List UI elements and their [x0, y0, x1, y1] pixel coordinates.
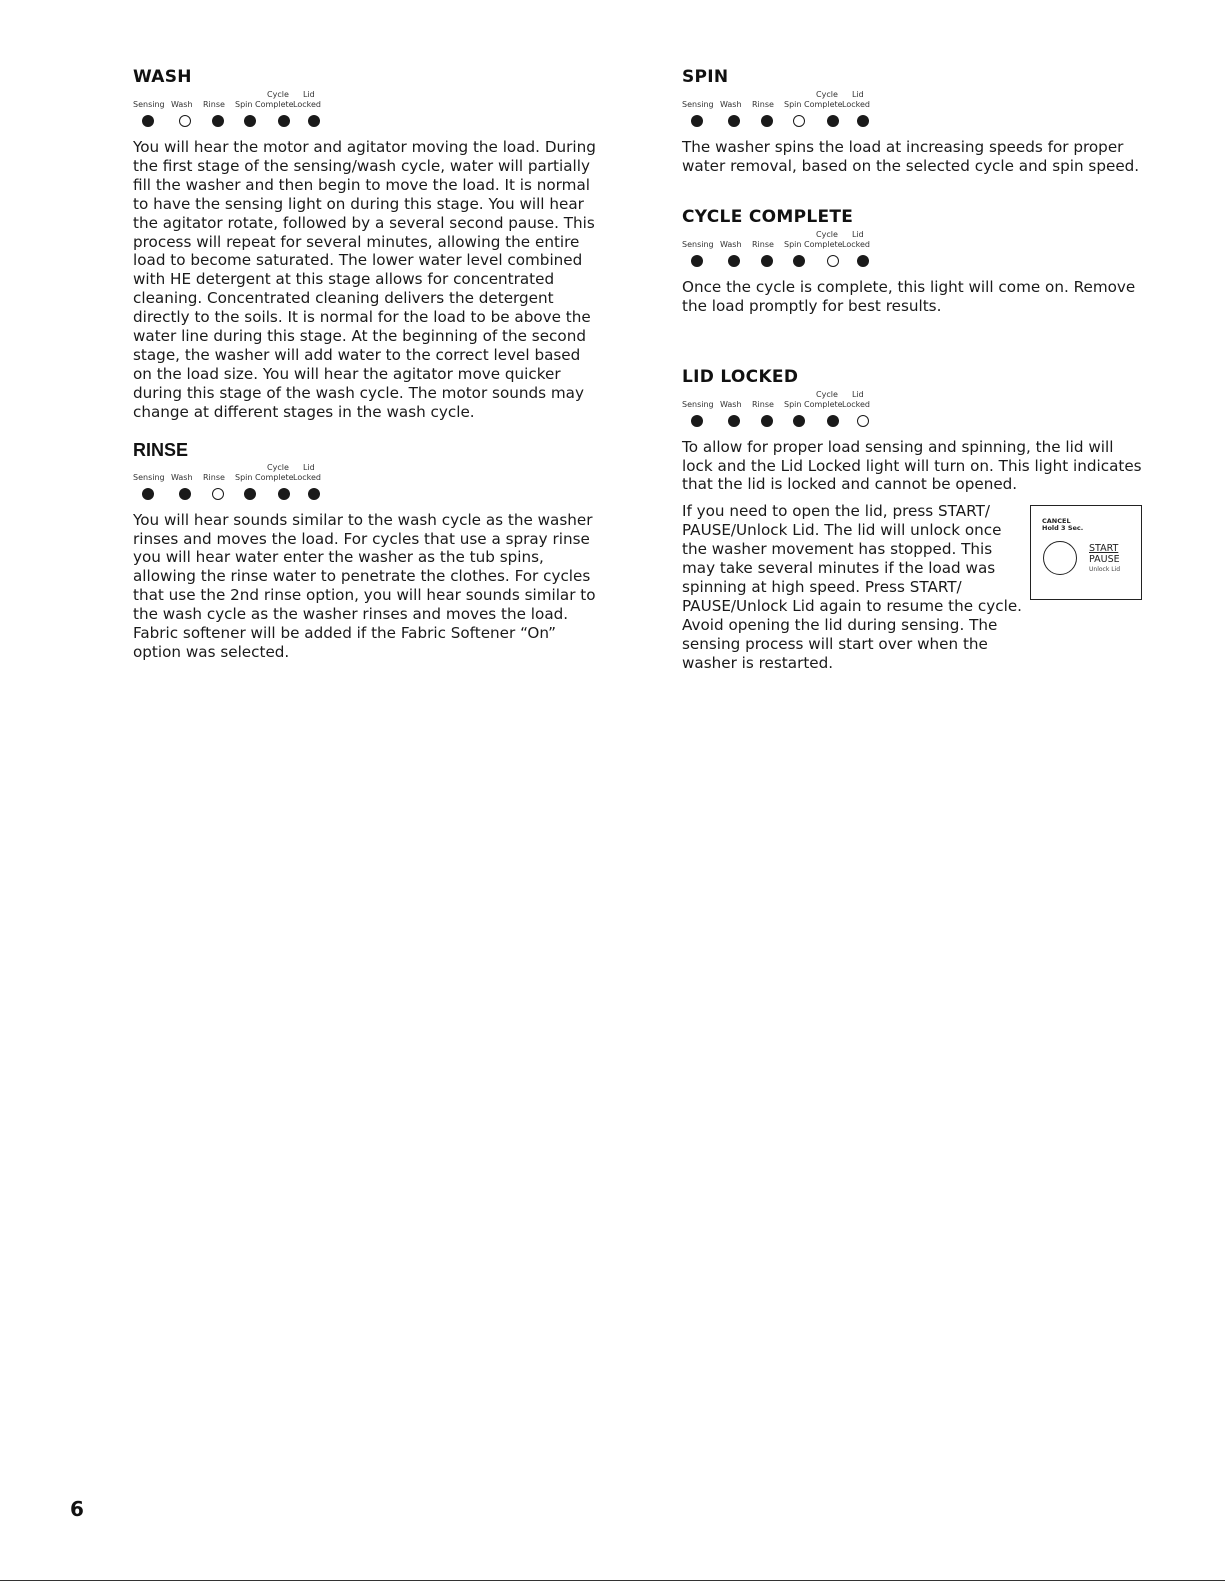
status-indicator [682, 390, 922, 436]
indicator-label-rinse: Rinse [752, 239, 774, 249]
spin-light-icon [244, 488, 256, 500]
indicator-label-rinse: Rinse [752, 100, 774, 109]
spin-description: The washer spins the load at increasing speeds for proper water removal, based on the selected cycle and spin speed. [682, 138, 1140, 175]
status-indicator [133, 463, 373, 509]
indicator-label-cycle: Cycle [267, 462, 289, 472]
indicator-label-spin: Spin [784, 100, 802, 109]
sensing-light-icon [142, 488, 154, 500]
indicator-label-sensing: Sensing [682, 239, 714, 249]
status-indicator [682, 90, 922, 136]
rinse-section [133, 439, 603, 662]
indicator-label-locked: Locked [842, 100, 870, 109]
wash-light-icon [728, 255, 740, 267]
indicator-label-cycle: Cycle [267, 90, 289, 99]
wash-light-icon [728, 115, 740, 127]
indicator-label-rinse: Rinse [752, 399, 774, 409]
indicator-label-complete: Complete [255, 472, 294, 482]
sensing-light-icon [691, 255, 703, 267]
spin-light-icon [793, 115, 805, 127]
indicator-label-complete: Complete [804, 100, 843, 109]
lid-locked-light-icon [857, 255, 869, 267]
wash-light-icon [179, 115, 191, 127]
indicator-label-cycle: Cycle [816, 389, 838, 399]
rinse-description: You will hear sounds similar to the wash cycle as the washer rinses and moves the load. For cycles that use a spray rinse you will hear water enter the washer as the tub spins, allowing the rinse water to penetrate the clothes. For cycles that use the 2nd rinse option, you will hear sounds similar to the wash cycle as the washer rinses and moves the load. Fabric softener will be added if the Fabric Softener “On” option was selected. [133, 510, 596, 661]
indicator-label-lid: Lid [852, 389, 864, 399]
unlock-lid-label: Unlock Lid [1089, 566, 1121, 574]
cycle-complete-section [682, 206, 1142, 316]
lid-locked-light-icon [308, 115, 320, 127]
lid-locked-section [682, 366, 1142, 673]
lid-locked-light-icon [857, 115, 869, 127]
wash-light-icon [728, 415, 740, 427]
unlock-instructions [682, 502, 1142, 672]
status-indicator [682, 230, 922, 276]
cycle-complete-light-icon [278, 115, 290, 127]
cycle-complete-heading: CYCLE COMPLETE [682, 206, 854, 227]
indicator-label-wash: Wash [720, 100, 742, 109]
indicator-label-spin: Spin [784, 239, 802, 249]
start-button-icon [1043, 541, 1077, 575]
rinse-light-icon [761, 255, 773, 267]
indicator-label-cycle: Cycle [816, 229, 838, 239]
indicator-label-sensing: Sensing [682, 399, 714, 409]
indicator-label-sensing: Sensing [682, 100, 714, 109]
wash-heading: WASH [133, 67, 192, 87]
indicator-label-complete: Complete [804, 239, 843, 249]
lid-locked-description: To allow for proper load sensing and spinning, the lid will lock and the Lid Locked light will turn on. This light indicates that the lid is locked and cannot be opened. [682, 437, 1142, 494]
right-column [682, 66, 1142, 673]
left-column [133, 66, 603, 662]
cycle-complete-light-icon [278, 488, 290, 500]
indicator-label-locked: Locked [842, 239, 870, 249]
unlock-description: If you need to open the lid, press START/ PAUSE/Unlock Lid. The lid will unlock once the washer movement has stopped. This may take several minutes if the load was spinning at high speed. Press START/ PAUSE/Unlock Lid again to resume the cycle. Avoid opening the lid during sensing. The sensing process will start over when the washer is restarted. [682, 502, 1023, 672]
cycle-complete-description: Once the cycle is complete, this light will come on. Remove the load promptly for best results. [682, 277, 1136, 315]
rinse-light-icon [761, 415, 773, 427]
indicator-label-lid: Lid [852, 90, 864, 99]
rinse-light-icon [212, 488, 224, 500]
indicator-label-lid: Lid [303, 90, 315, 99]
rinse-heading: RINSE [133, 439, 189, 460]
spin-section [682, 66, 1142, 176]
rinse-light-icon [212, 115, 224, 127]
rinse-light-icon [761, 115, 773, 127]
indicator-label-complete: Complete [255, 100, 294, 109]
cycle-complete-light-icon [827, 415, 839, 427]
indicator-label-locked: Locked [293, 472, 321, 482]
control-panel-illustration [1030, 505, 1142, 600]
indicator-label-wash: Wash [720, 239, 742, 249]
indicator-label-rinse: Rinse [203, 472, 225, 482]
start-label: START [1089, 543, 1119, 555]
indicator-label-wash: Wash [171, 100, 193, 109]
page-number: 6 [70, 1497, 84, 1521]
wash-section [133, 66, 603, 422]
indicator-label-spin: Spin [235, 472, 253, 482]
indicator-label-rinse: Rinse [203, 100, 225, 109]
indicator-label-complete: Complete [804, 399, 843, 409]
indicator-label-lid: Lid [852, 229, 864, 239]
sensing-light-icon [691, 115, 703, 127]
pause-label: PAUSE [1089, 554, 1120, 566]
lid-locked-light-icon [308, 488, 320, 500]
indicator-label-cycle: Cycle [816, 90, 838, 99]
indicator-label-spin: Spin [235, 100, 253, 109]
spin-heading: SPIN [682, 67, 729, 87]
cancel-label: CANCEL Hold 3 Sec. [1042, 517, 1084, 533]
status-indicator [133, 90, 373, 136]
cycle-complete-light-icon [827, 255, 839, 267]
spin-light-icon [793, 415, 805, 427]
wash-light-icon [179, 488, 191, 500]
spin-light-icon [244, 115, 256, 127]
indicator-label-wash: Wash [171, 472, 193, 482]
indicator-label-sensing: Sensing [133, 100, 165, 109]
indicator-label-lid: Lid [303, 462, 315, 472]
sensing-light-icon [691, 415, 703, 427]
cycle-complete-light-icon [827, 115, 839, 127]
lid-locked-heading: LID LOCKED [682, 366, 799, 387]
indicator-label-sensing: Sensing [133, 472, 165, 482]
indicator-label-locked: Locked [293, 100, 321, 109]
bottom-rule [0, 1580, 1225, 1581]
indicator-label-spin: Spin [784, 399, 802, 409]
wash-description: You will hear the motor and agitator moving the load. During the first stage of the sensing/wash cycle, water will partially fill the washer and then begin to move the load. It is normal to have the sensing light on during this stage. You will hear the agitator rotate, followed by a several second pause. This process will repeat for several minutes, allowing the entire load to become saturated. The lower water level combined with HE detergent at this stage allows for concentrated cleaning. Concentrated cleaning delivers the detergent directly to the soils. It is normal for the load to be above the water line during this stage. At the beginning of the second stage, the washer will add water to the correct level based on the load size. You will hear the agitator move quicker during this stage of the wash cycle. The motor sounds may change at different stages in the wash cycle. [133, 138, 596, 421]
lid-locked-light-icon [857, 415, 869, 427]
indicator-label-locked: Locked [842, 399, 870, 409]
spin-light-icon [793, 255, 805, 267]
indicator-label-wash: Wash [720, 399, 742, 409]
sensing-light-icon [142, 115, 154, 127]
